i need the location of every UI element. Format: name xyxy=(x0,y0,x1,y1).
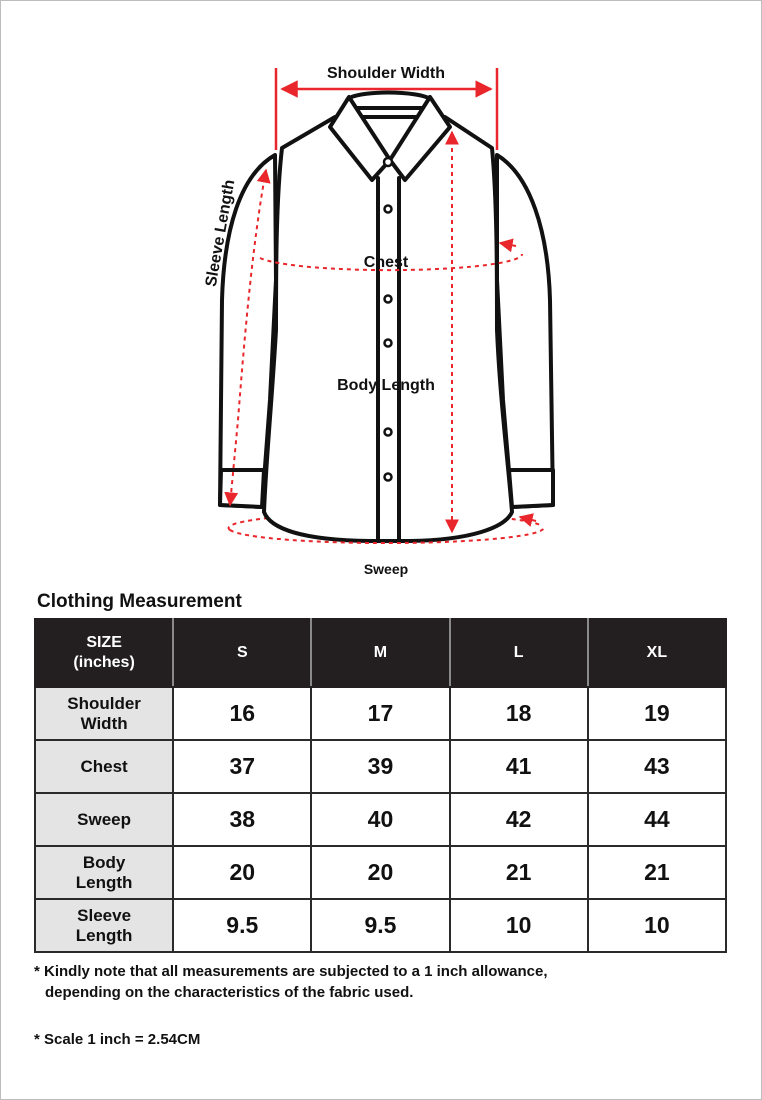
allowance-note-line2: depending on the characteristics of the fabric used. xyxy=(45,984,414,1001)
right-cuff xyxy=(509,470,553,507)
table-row xyxy=(35,793,726,846)
table-cell: 10 xyxy=(450,899,588,952)
table-cell: 37 xyxy=(173,740,311,793)
button xyxy=(385,340,392,347)
size-header-s: S xyxy=(173,619,311,687)
row-label-sleeve-length xyxy=(35,899,173,952)
table-cell: 17 xyxy=(311,687,449,740)
table-cell: 40 xyxy=(311,793,449,846)
row-label-body-length xyxy=(35,846,173,899)
table-cell: 9.5 xyxy=(173,899,311,952)
label-shoulder-width: Shoulder Width xyxy=(326,65,446,82)
table-cell: 9.5 xyxy=(311,899,449,952)
section-title: Clothing Measurement xyxy=(37,591,242,612)
table-cell: 20 xyxy=(311,846,449,899)
table-cell: 10 xyxy=(588,899,726,952)
size-chart-table xyxy=(34,618,727,953)
row-label-line2: Length xyxy=(75,872,133,892)
table-row xyxy=(35,899,726,952)
size-unit-header xyxy=(35,619,173,687)
table-cell: 44 xyxy=(588,793,726,846)
button xyxy=(385,474,392,481)
label-chest: Chest xyxy=(363,254,409,271)
row-label-sweep: Sweep xyxy=(35,793,173,846)
button xyxy=(385,206,392,213)
label-sweep: Sweep xyxy=(363,561,409,577)
table-cell: 21 xyxy=(450,846,588,899)
button xyxy=(384,158,392,166)
size-header-m: M xyxy=(311,619,449,687)
table-row xyxy=(35,846,726,899)
allowance-note xyxy=(34,961,734,1003)
table-cell: 43 xyxy=(588,740,726,793)
table-row xyxy=(35,740,726,793)
table-cell: 38 xyxy=(173,793,311,846)
size-header-line1: SIZE xyxy=(86,634,122,651)
allowance-note-line1: * Kindly note that all measurements are subjected to a 1 inch allowance, xyxy=(34,963,548,980)
size-header-line2: (inches) xyxy=(73,654,135,671)
table-cell: 20 xyxy=(173,846,311,899)
button xyxy=(385,429,392,436)
header-row xyxy=(35,619,726,687)
left-cuff xyxy=(220,470,264,507)
row-label-chest: Chest xyxy=(35,740,173,793)
scale-note: * Scale 1 inch = 2.54CM xyxy=(34,1031,201,1048)
row-label-line1: Body xyxy=(82,852,126,872)
row-label-line1: Shoulder xyxy=(67,693,141,713)
table-cell: 18 xyxy=(450,687,588,740)
table-row xyxy=(35,687,726,740)
size-header-l: L xyxy=(450,619,588,687)
table-cell: 19 xyxy=(588,687,726,740)
button xyxy=(385,296,392,303)
table-cell: 21 xyxy=(588,846,726,899)
row-label-line2: Width xyxy=(80,713,128,733)
label-body-length: Body Length xyxy=(337,377,435,394)
table-cell: 41 xyxy=(450,740,588,793)
label-sleeve-length: Sleeve Length xyxy=(202,178,239,289)
table-cell: 42 xyxy=(450,793,588,846)
row-label-line1: Sleeve xyxy=(77,905,132,925)
collar-band xyxy=(347,93,432,109)
row-label-line2: Length xyxy=(75,925,133,945)
table-cell: 16 xyxy=(173,687,311,740)
table-cell: 39 xyxy=(311,740,449,793)
row-label-shoulder-width xyxy=(35,687,173,740)
size-header-xl: XL xyxy=(588,619,726,687)
